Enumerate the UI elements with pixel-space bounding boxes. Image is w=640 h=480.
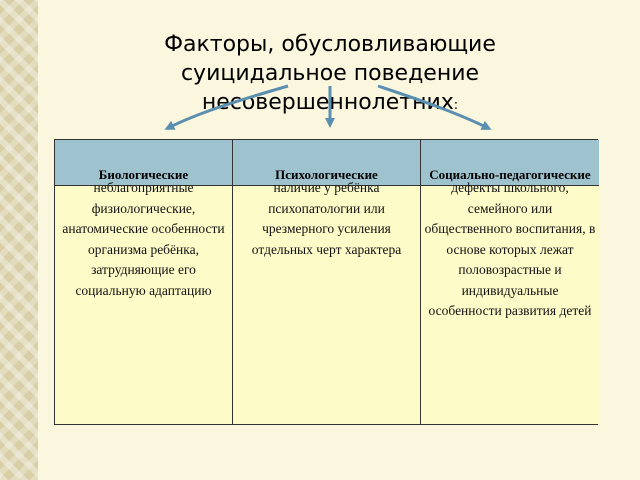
title-line-3-text: несовершеннолетних [201, 90, 454, 115]
body-socio-pedagogical [421, 180, 599, 424]
header-socio-pedagogical-label: Социально-педагогические [429, 167, 591, 182]
column-biological [55, 140, 233, 424]
header-biological-label: Биологические [98, 167, 189, 182]
body-psychological [233, 180, 420, 424]
factors-table [54, 139, 598, 425]
column-psychological [233, 140, 421, 424]
arrow-right [378, 86, 488, 128]
title-line-2: суицидальное поведение [180, 61, 480, 86]
body-socio-pedagogical-text: дефекты школьного, семейного или общественного воспитания, в основе которых лежат половозрастные и индивидуальные особенности развития детей [424, 180, 596, 318]
body-biological-text: неблагоприятные физиологические, анатомические особенности организма ребёнка, затрудняющие его социальную адаптацию [62, 180, 225, 298]
title-colon: : [453, 98, 459, 113]
arrow-left [168, 86, 288, 128]
header-psychological-label: Психологические [275, 167, 378, 182]
body-biological [55, 180, 232, 424]
column-socio-pedagogical [421, 140, 599, 424]
title-line-1: Факторы, обусловливающие [164, 32, 496, 57]
body-psychological-text: наличие у ребёнка психопатологии или чрезмерного усиления отдельных черт характера [251, 180, 402, 257]
